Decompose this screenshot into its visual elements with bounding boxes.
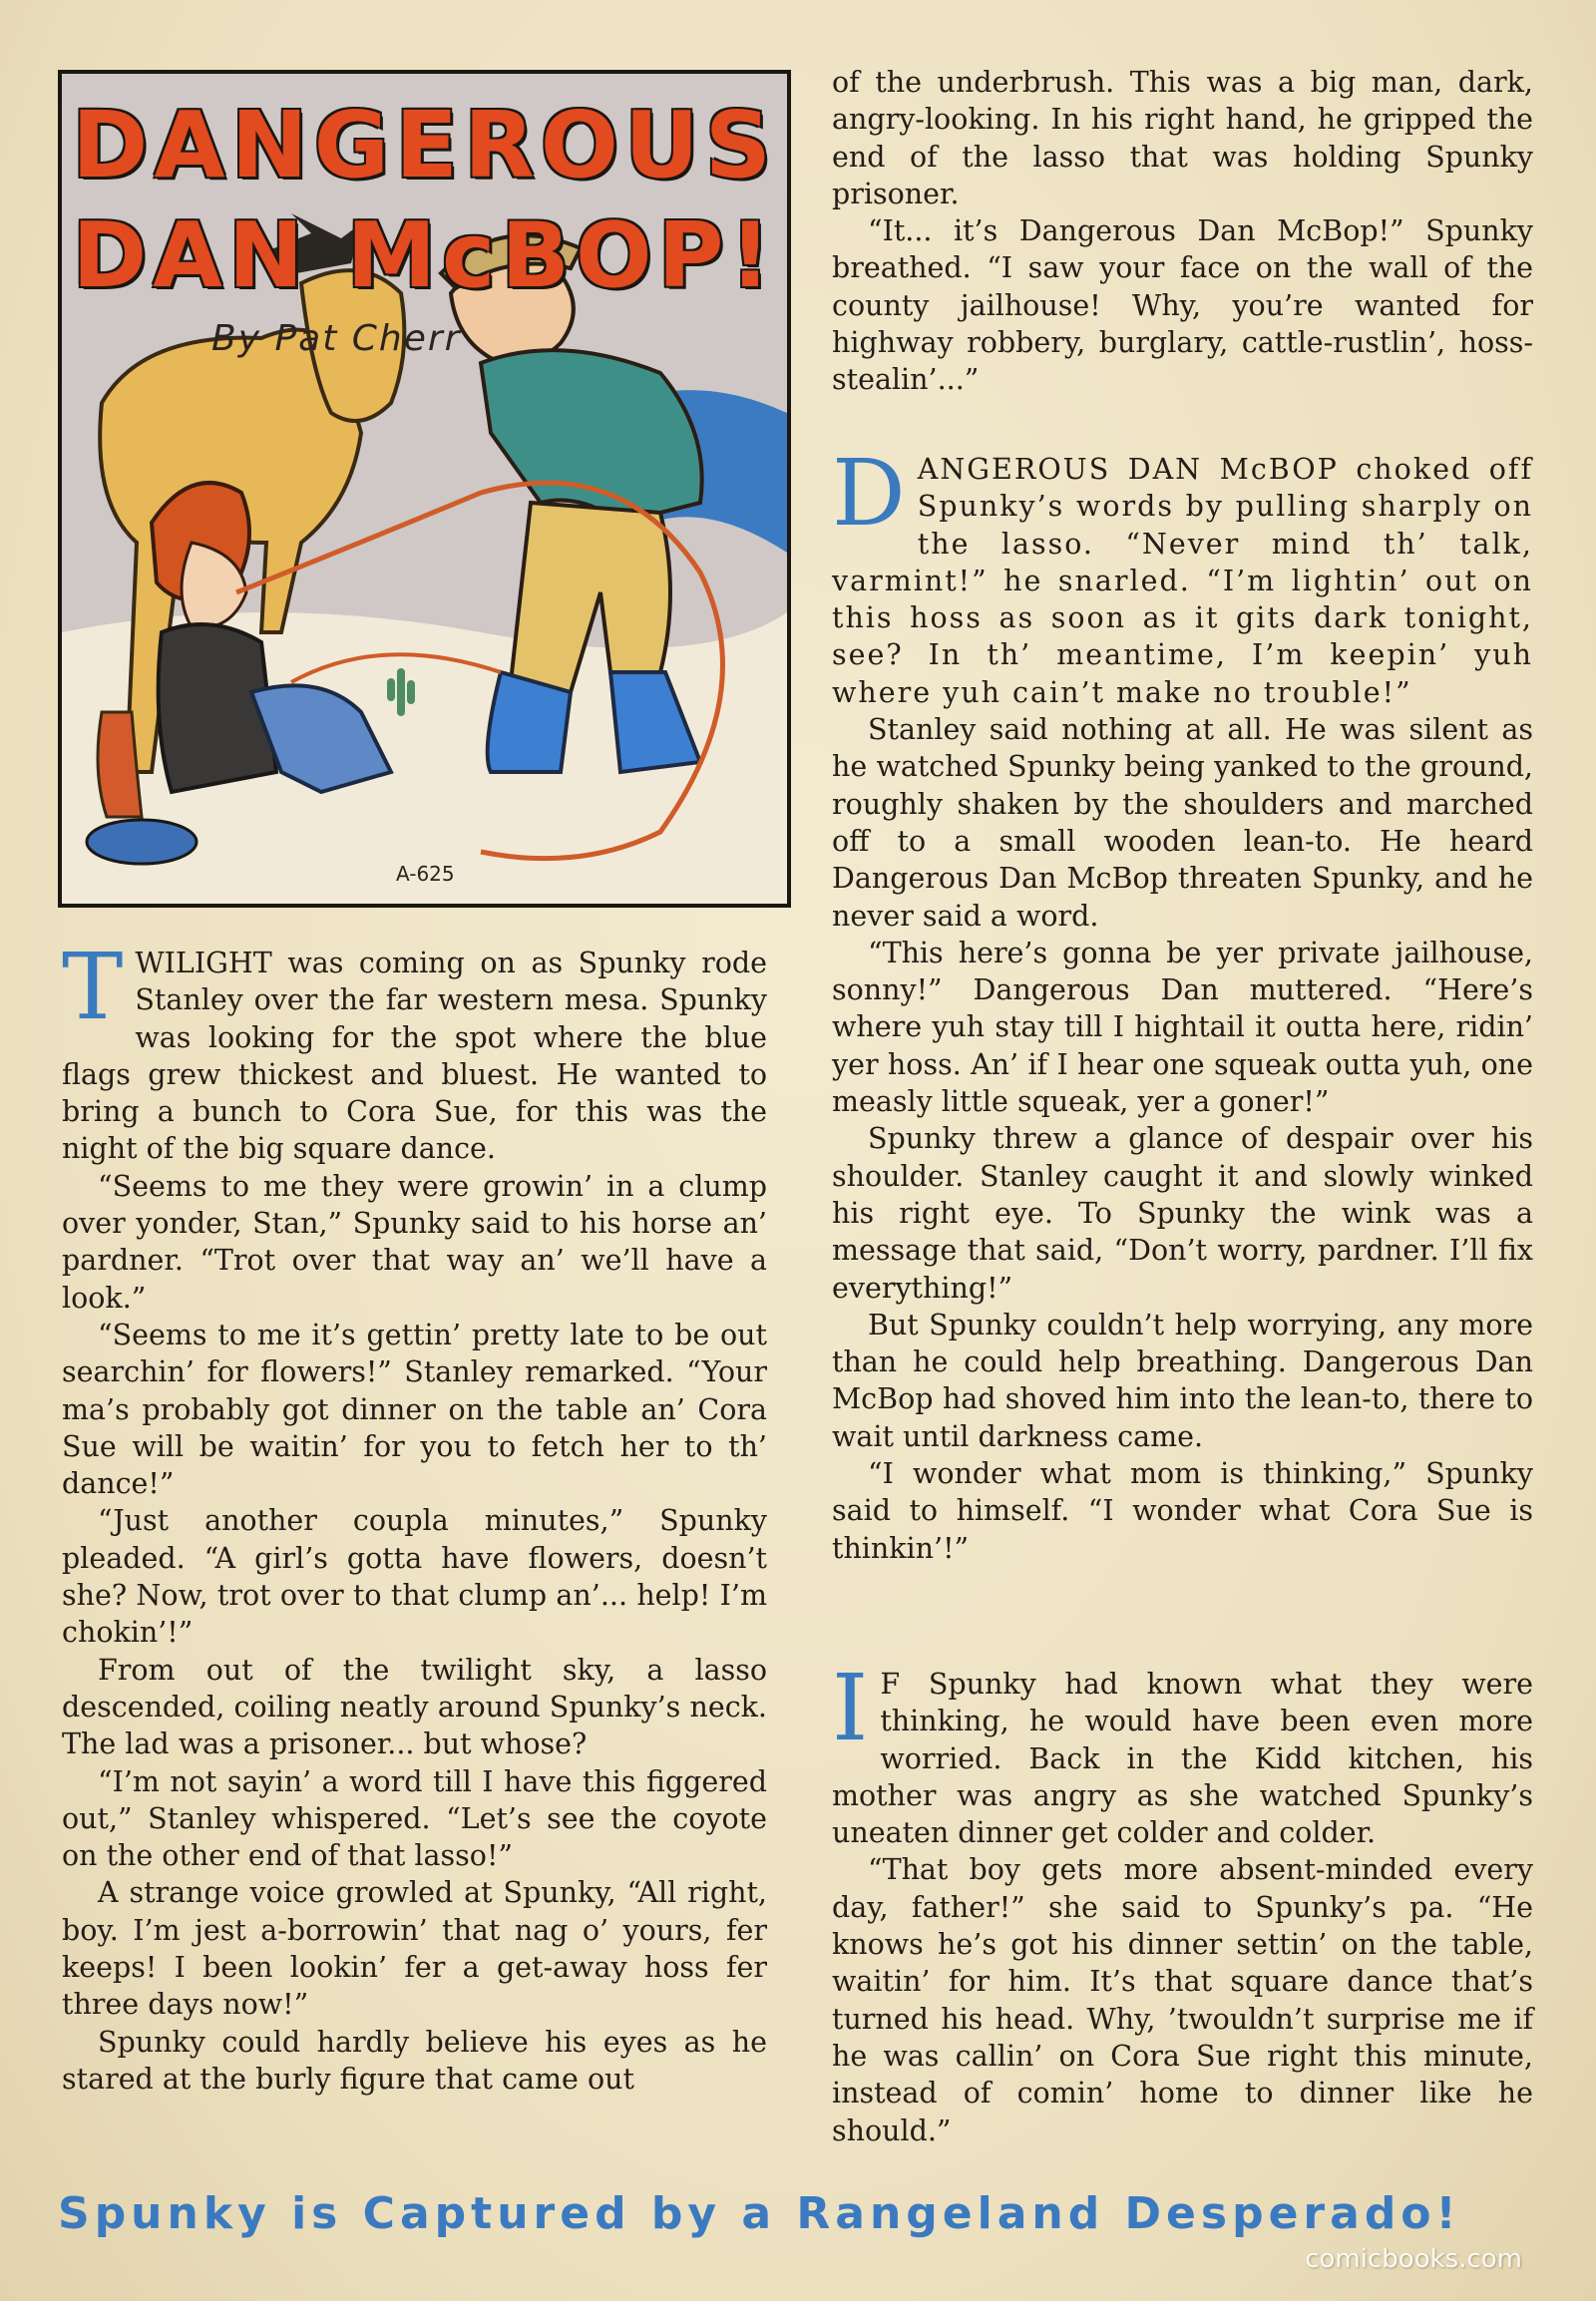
story-paragraph: I F Spunky had known what they were thinking, he would have been even more worried. Back in the Kidd kitchen, his mother was angry as she watched Spunky’s uneaten dinner get colder and colder. (832, 1655, 1533, 1850)
panel-byline: By Pat Cherr (211, 318, 462, 359)
drop-cap: T (62, 934, 124, 1040)
story-paragraph: Spunky threw a glance of despair over his shoulder. Stanley caught it and slowly winked his right eye. To Spunky the wink was a message that said, “Don’t worry, pardner. I’ll fix everything!” (832, 1122, 1533, 1305)
footer-caption: Spunky is Captured by a Rangeland Desperado! (58, 2188, 1461, 2239)
story-paragraph: of the underbrush. This was a big man, dark, angry-looking. In his right hand, he gripped the end of the lasso that was holding Spunky prisoner. (832, 66, 1533, 210)
villain-boot-left (488, 672, 571, 772)
story-column-right-middle (832, 440, 1533, 1567)
drop-cap: I (832, 1655, 869, 1761)
artist-signature: A-625 (396, 862, 455, 886)
story-paragraph: DANGEROUS DAN McBOP choked off Spunky’s words by pulling sharply on the lasso. “Never mind th’ talk, varmint!” he snarled. “I’m lightin’ out on this hoss as soon as it gits dark tonight, see? In th’ meantime, I’m keepin’ yuh where yuh cain’t make no trouble!” (832, 440, 1533, 709)
story-paragraph: A strange voice growled at Spunky, “All right, boy. I’m jest a-borrowin’ that nag o’ yours, fer keeps! I been lookin’ fer a get-away hoss fer three days now!” (62, 1876, 767, 2022)
story-paragraph: “This here’s gonna be yer private jailhouse, sonny!” Dangerous Dan muttered. “Here’s where yuh stay till I hightail it outta here, ridin’ yer hoss. An’ if I hear one squeak outta yuh, one measly little squeak, yer a goner!” (832, 936, 1533, 1119)
illustration-panel (58, 70, 791, 908)
story-paragraph: “That boy gets more absent-minded every day, father!” she said to Spunky’s pa. “He knows he’s got his dinner settin’ on the table, waitin’ for him. It’s that square dance that’s turned his head. Why, ’twouldn’t surprise me if he was callin’ on Cora Sue right this minute, instead of comin’ home to dinner like he should.” (832, 1853, 1533, 2147)
story-paragraph: “I wonder what mom is thinking,” Spunky said to himself. “I wonder what Cora Sue is thinkin’!” (832, 1457, 1533, 1565)
story-paragraph: “I’m not sayin’ a word till I have this figgered out,” Stanley whispered. “Let’s see the coyote on the other end of that lasso!” (62, 1764, 767, 1873)
story-paragraph: TWILIGHT was coming on as Spunky rode Stanley over the far western mesa. Spunky was looking for the spot where the blue flags grew thickest and bluest. He wanted to bring a bunch to Cora Sue, for this was the night of the big square dance. (62, 934, 767, 1166)
story-column-left (62, 934, 767, 2098)
story-paragraph: “It... it’s Dangerous Dan McBop!” Spunky breathed. “I saw your face on the wall of the county jailhouse! Why, you’re wanted for highway robbery, burglary, cattle-rustlin’, hoss-stealin’...” (832, 214, 1533, 397)
story-paragraph: “Just another coupla minutes,” Spunky pleaded. “A girl’s gotta have flowers, doesn’t she? Now, trot over to that clump an’... help! I’m chokin’!” (62, 1504, 767, 1650)
story-paragraph: “Seems to me they were growin’ in a clump over yonder, Stan,” Spunky said to his horse an’ pardner. “Trot over that way an’ we’ll have a look.” (62, 1169, 767, 1315)
story-paragraph: Spunky could hardly believe his eyes as he stared at the burly figure that came out (62, 2025, 767, 2096)
panel-title-line-2: DAN McBOP! (72, 203, 777, 308)
watermark: comicbooks.com (1305, 2244, 1522, 2274)
panel-title-line-1: DANGEROUS (72, 92, 777, 198)
story-paragraph: From out of the twilight sky, a lasso descended, coiling neatly around Spunky’s neck. The lad was a prisoner... but whose? (62, 1653, 767, 1761)
story-column-right-top (832, 64, 1533, 399)
story-column-right-bottom (832, 1655, 1533, 2149)
story-paragraph: Stanley said nothing at all. He was silent as he watched Spunky being yanked to the ground, roughly shaken by the shoulders and marched off to a small wooden lean-to. He heard Dangerous Dan McBop threaten Spunky, and he never said a word. (832, 713, 1533, 933)
story-paragraph: “Seems to me it’s gettin’ pretty late to be out searchin’ for flowers!” Stanley remarked. “Your ma’s probably got dinner on the table an’ Cora Sue will be waitin’ for you to fetch her to th’ dance!” (62, 1318, 767, 1501)
drop-cap: D (832, 440, 906, 547)
story-paragraph: But Spunky couldn’t help worrying, any more than he could help breathing. Dangerous Dan McBop had shoved him into the lean-to, there to wait until darkness came. (832, 1308, 1533, 1453)
hat-on-ground (87, 820, 197, 864)
